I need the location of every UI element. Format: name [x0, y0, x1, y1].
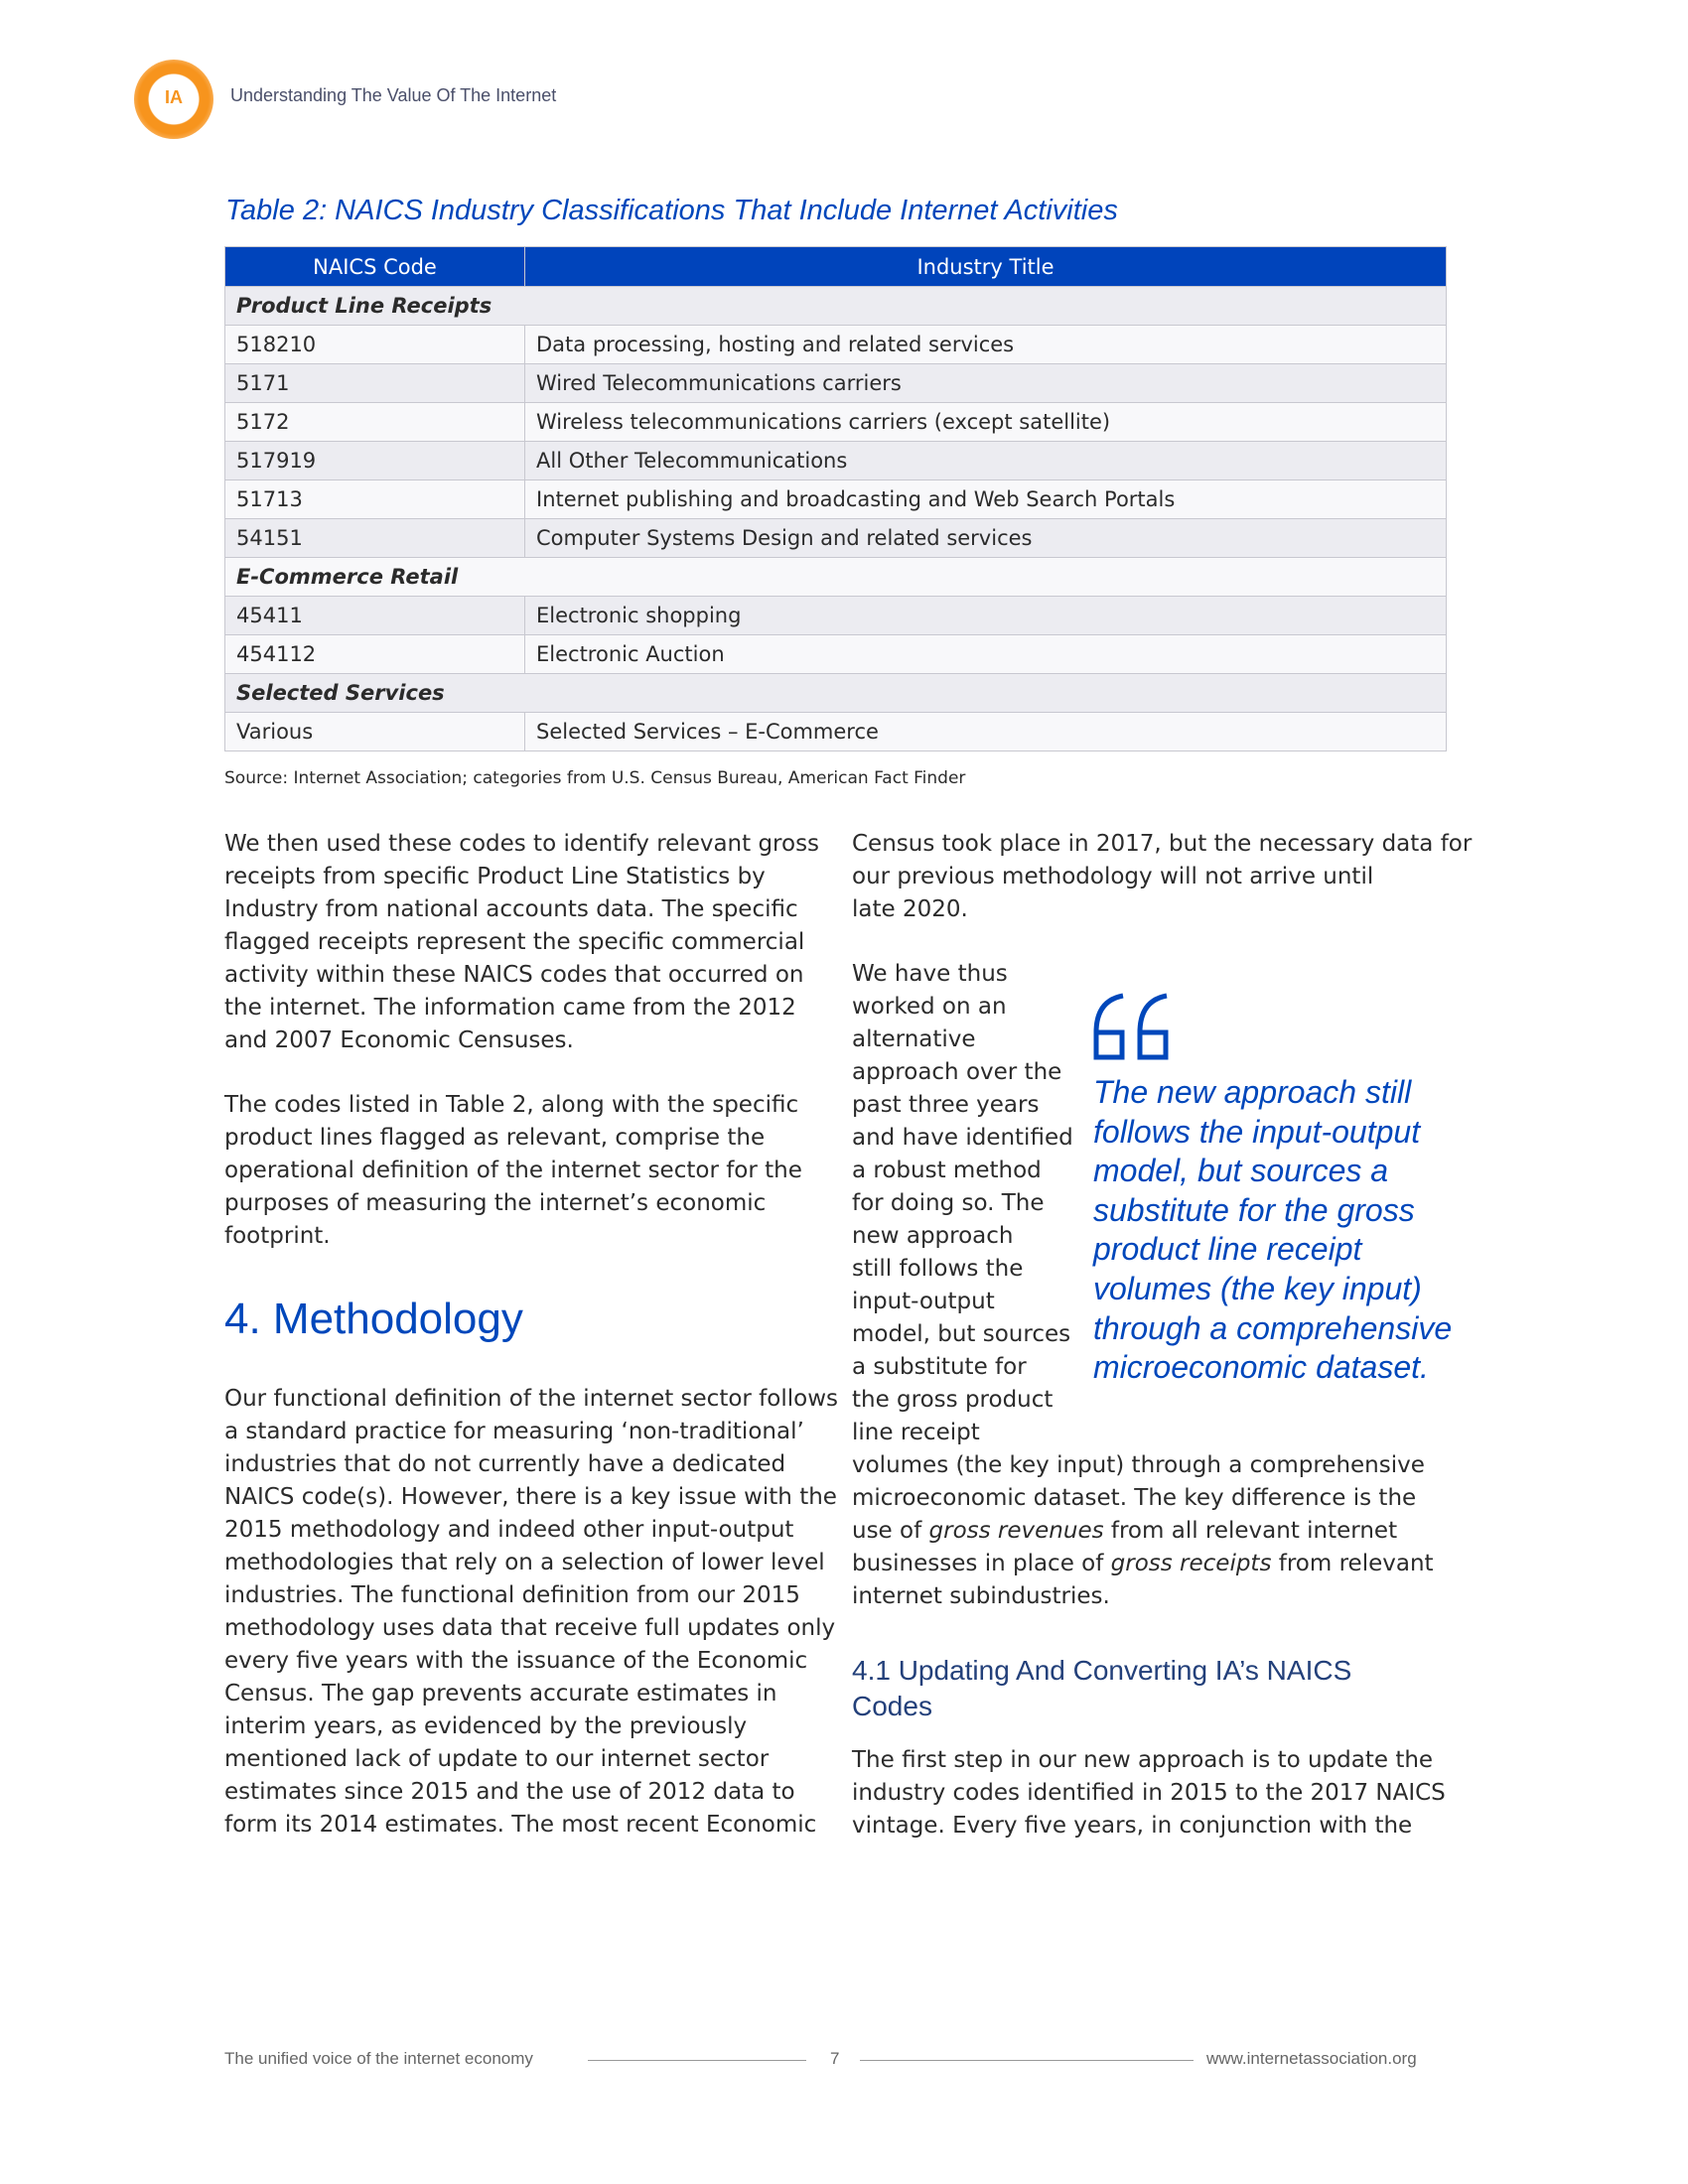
section-label: Product Line Receipts: [225, 287, 1447, 326]
table-source: Source: Internet Association; categories from U.S. Census Bureau, American Fact Finder: [224, 768, 966, 788]
text-line: product line receipt: [1093, 1231, 1362, 1268]
body-paragraph: [224, 828, 819, 1057]
table-row: [225, 403, 1447, 442]
text-line: volumes (the key input) through a comprehensive: [852, 1452, 1425, 1478]
table-section-row: [225, 287, 1447, 326]
text-line: a standard practice for measuring ‘non-traditional’: [224, 1419, 804, 1444]
pull-quote: [1093, 1073, 1452, 1388]
text-line: substitute for the gross: [1093, 1191, 1415, 1228]
text-line: through a comprehensive: [1093, 1309, 1453, 1346]
text-line: product lines flagged as relevant, comprise the: [224, 1125, 766, 1151]
text-line: approach over the: [852, 1059, 1062, 1085]
text-line: worked on an: [852, 994, 1007, 1020]
table-row: [225, 442, 1447, 480]
text-segment: from relevant: [1271, 1551, 1434, 1576]
text-segment: from all relevant internet: [1103, 1518, 1398, 1544]
naics-code: 51713: [225, 480, 525, 519]
text-line: and have identified: [852, 1125, 1073, 1151]
running-header: Understanding The Value Of The Internet: [230, 85, 557, 105]
text-line: internet subindustries.: [852, 1583, 1110, 1609]
text-line: purposes of measuring the internet’s economic: [224, 1190, 767, 1216]
table-caption: Table 2: NAICS Industry Classifications That Include Internet Activities: [225, 195, 1118, 226]
text-line: volumes (the key input): [1093, 1270, 1422, 1306]
text-line: Industry from national accounts data. The specific: [224, 896, 798, 922]
text-line: methodologies that rely on a selection of lower level: [224, 1550, 825, 1575]
table-row: [225, 597, 1447, 635]
body-paragraph: [224, 1383, 838, 1842]
text-line: mentioned lack of update to our internet sector: [224, 1746, 770, 1772]
industry-title: All Other Telecommunications: [525, 442, 1447, 480]
naics-code: 518210: [225, 326, 525, 364]
text-line: line receipt: [852, 1420, 980, 1445]
text-line: every five years with the issuance of the Economic: [224, 1648, 808, 1674]
text-line: methodology uses data that receive full updates only: [224, 1615, 836, 1641]
text-line: The first step in our new approach is to update the: [852, 1747, 1434, 1773]
table-row: [225, 480, 1447, 519]
text-line: past three years: [852, 1092, 1040, 1118]
subsection-heading-line: 4.1 Updating And Converting IA’s NAICS: [852, 1655, 1352, 1686]
text-line: estimates since 2015 and the use of 2012 data to: [224, 1779, 795, 1805]
text-line: input-output: [852, 1289, 995, 1314]
industry-title: Wired Telecommunications carriers: [525, 364, 1447, 403]
naics-code: 45411: [225, 597, 525, 635]
text-line: receipts from specific Product Line Statistics by: [224, 864, 766, 889]
naics-code: 5172: [225, 403, 525, 442]
emphasis-text: gross receipts: [1110, 1551, 1272, 1576]
table-row: [225, 713, 1447, 751]
text-line: for doing so. The: [852, 1190, 1045, 1216]
table-section-row: [225, 674, 1447, 713]
industry-title: Selected Services – E-Commerce: [525, 713, 1447, 751]
text-line: We have thus: [852, 961, 1008, 987]
text-line: Census. The gap prevents accurate estimates in: [224, 1681, 777, 1706]
industry-title: Electronic Auction: [525, 635, 1447, 674]
text-line: the gross product: [852, 1387, 1054, 1413]
text-line: activity within these NAICS codes that occurred on: [224, 962, 804, 988]
text-line: a robust method: [852, 1158, 1042, 1183]
naics-code: 454112: [225, 635, 525, 674]
text-line: and 2007 Economic Censuses.: [224, 1027, 574, 1053]
text-line: interim years, as evidenced by the previously: [224, 1713, 748, 1739]
industry-title: Data processing, hosting and related services: [525, 326, 1447, 364]
text-line: new approach: [852, 1223, 1014, 1249]
text-line: flagged receipts represent the specific commercial: [224, 929, 805, 955]
subsection-heading: [852, 1653, 1351, 1724]
text-line: industries that do not currently have a dedicated: [224, 1451, 786, 1477]
text-segment: use of: [852, 1518, 929, 1544]
text-line: still follows the: [852, 1256, 1024, 1282]
text-line: operational definition of the internet sector for the: [224, 1158, 802, 1183]
text-line: industry codes identified in 2015 to the 2017 NAICS: [852, 1780, 1446, 1806]
naics-code: 517919: [225, 442, 525, 480]
naics-code: Various: [225, 713, 525, 751]
page-number: 7: [830, 2049, 840, 2068]
text-line: Our functional definition of the internet sector follows: [224, 1386, 839, 1412]
text-line: We then used these codes to identify relevant gross: [224, 831, 820, 857]
text-line: NAICS code(s). However, there is a key issue with the: [224, 1484, 837, 1510]
footer-tagline: The unified voice of the internet economy: [224, 2049, 533, 2068]
section-heading: 4. Methodology: [224, 1295, 523, 1343]
naics-table: [224, 246, 1447, 751]
text-line: a substitute for: [852, 1354, 1027, 1380]
naics-code: 5171: [225, 364, 525, 403]
industry-title: Electronic shopping: [525, 597, 1447, 635]
footer-divider: [860, 2060, 1194, 2061]
industry-title: Wireless telecommunications carriers (except satellite): [525, 403, 1447, 442]
text-line: footprint.: [224, 1223, 331, 1249]
text-line: model, but sources a: [1093, 1153, 1389, 1189]
ia-logo: [134, 60, 213, 139]
table-row: [225, 364, 1447, 403]
text-line: follows the input-output: [1093, 1113, 1421, 1150]
text-line: late 2020.: [852, 896, 968, 922]
text-line: Census took place in 2017, but the necessary data for: [852, 831, 1473, 857]
logo-text: IA: [165, 87, 183, 107]
table-row: [225, 326, 1447, 364]
section-label: E-Commerce Retail: [225, 558, 1447, 597]
text-line: form its 2014 estimates. The most recent Economic: [224, 1812, 817, 1838]
table-section-row: [225, 558, 1447, 597]
column-header-code: NAICS Code: [225, 247, 525, 287]
industry-title: Internet publishing and broadcasting and Web Search Portals: [525, 480, 1447, 519]
text-line: The codes listed in Table 2, along with the specific: [224, 1092, 799, 1118]
text-line: microeconomic dataset. The key difference is the: [852, 1485, 1417, 1511]
emphasis-text: gross revenues: [928, 1518, 1104, 1544]
text-line: industries. The functional definition from our 2015: [224, 1582, 800, 1608]
text-line: [852, 1515, 1434, 1548]
text-line: alternative: [852, 1026, 976, 1052]
text-line: microeconomic dataset.: [1093, 1349, 1429, 1386]
subsection-heading-line: Codes: [852, 1691, 932, 1721]
text-segment: businesses in place of: [852, 1551, 1111, 1576]
text-line: the internet. The information came from the 2012: [224, 995, 796, 1021]
text-line: The new approach still: [1093, 1074, 1412, 1110]
text-line: vintage. Every five years, in conjunction with the: [852, 1813, 1413, 1839]
naics-code: 54151: [225, 519, 525, 558]
text-line: our previous methodology will not arrive until: [852, 864, 1374, 889]
industry-title: Computer Systems Design and related services: [525, 519, 1447, 558]
footer-divider: [588, 2060, 806, 2061]
table-row: [225, 519, 1447, 558]
table-row: [225, 635, 1447, 674]
text-line: 2015 methodology and indeed other input-output: [224, 1517, 794, 1543]
quote-mark-icon: [1093, 993, 1173, 1060]
body-paragraph: [224, 1089, 802, 1253]
text-line: model, but sources: [852, 1321, 1071, 1347]
text-line: [852, 1548, 1434, 1580]
footer-url[interactable]: www.internetassociation.org: [1206, 2049, 1417, 2068]
column-header-title: Industry Title: [525, 247, 1447, 287]
body-paragraph: [852, 1744, 1446, 1843]
section-label: Selected Services: [225, 674, 1447, 713]
body-paragraph: [852, 828, 1472, 926]
table-header-row: [225, 247, 1447, 287]
